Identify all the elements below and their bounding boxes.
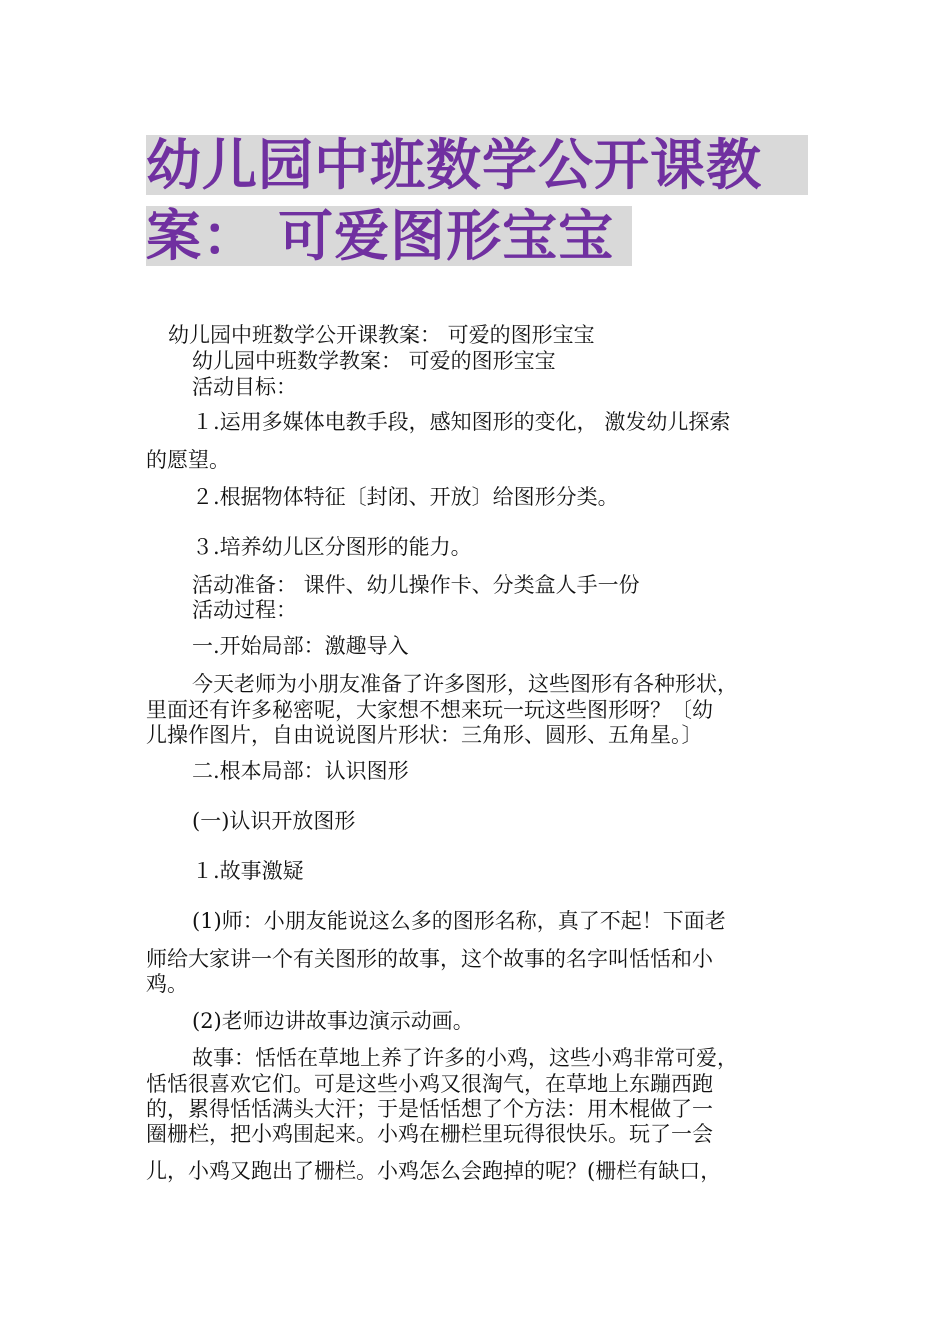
goal-1-continued: 的愿望。 (146, 448, 230, 472)
document-title-line-1: 幼儿园中班数学公开课教 (146, 135, 808, 195)
story-line-4: 圈栅栏，把小鸡围起来。小鸡在栅栏里玩得很快乐。玩了一会 (146, 1122, 713, 1146)
section-open-shapes: (一)认识开放图形 (192, 809, 356, 833)
paragraph-3: (2)老师边讲故事边演示动画。 (192, 1009, 474, 1033)
paragraph-1-line-3: 儿操作图片，自由说说图片形状：三角形、圆形、五角星。〕 (146, 723, 703, 747)
document-title-line-2: 案： 可爱图形宝宝 (146, 206, 632, 266)
paragraph-1-line-1: 今天老师为小朋友准备了许多图形，这些图形有各种形状， (192, 672, 738, 696)
activity-preparation: 活动准备： 课件、幼儿操作卡、分类盒人手一份 (192, 573, 640, 597)
paragraph-2-line-3: 鸡。 (146, 972, 188, 996)
lesson-header: 幼儿园中班数学公开课教案： 可爱的图形宝宝 (168, 323, 595, 347)
story-line-5: 儿，小鸡又跑出了栅栏。小鸡怎么会跑掉的呢？(栅栏有缺口， (146, 1159, 722, 1183)
story-line-2: 恬恬很喜欢它们。可是这些小鸡又很淘气，在草地上东蹦西跑 (146, 1072, 713, 1096)
process-label: 活动过程： (192, 598, 297, 622)
goal-3: ３.培养幼儿区分图形的能力。 (192, 535, 472, 559)
lesson-subheader: 幼儿园中班数学教案： 可爱的图形宝宝 (192, 349, 556, 373)
paragraph-2-line-2: 师给大家讲一个有关图形的故事，这个故事的名字叫恬恬和小 (146, 947, 713, 971)
paragraph-2-line-1: (1)师：小朋友能说这么多的图形名称，真了不起！下面老 (192, 909, 726, 933)
part-1-heading: 一.开始局部：激趣导入 (192, 634, 409, 658)
goal-1: １.运用多媒体电教手段，感知图形的变化， 激发幼儿探索 (192, 410, 731, 434)
part-2-heading: 二.根本局部：认识图形 (192, 759, 409, 783)
step-1-heading: １.故事激疑 (192, 859, 304, 883)
story-line-1: 故事：恬恬在草地上养了许多的小鸡，这些小鸡非常可爱， (192, 1046, 738, 1070)
story-line-3: 的，累得恬恬满头大汗；于是恬恬想了个方法：用木棍做了一 (146, 1097, 713, 1121)
goals-label: 活动目标： (192, 375, 297, 399)
goal-2: ２.根据物体特征〔封闭、开放〕给图形分类。 (192, 485, 619, 509)
paragraph-1-line-2: 里面还有许多秘密呢，大家想不想来玩一玩这些图形呀？〔幼 (146, 698, 713, 722)
